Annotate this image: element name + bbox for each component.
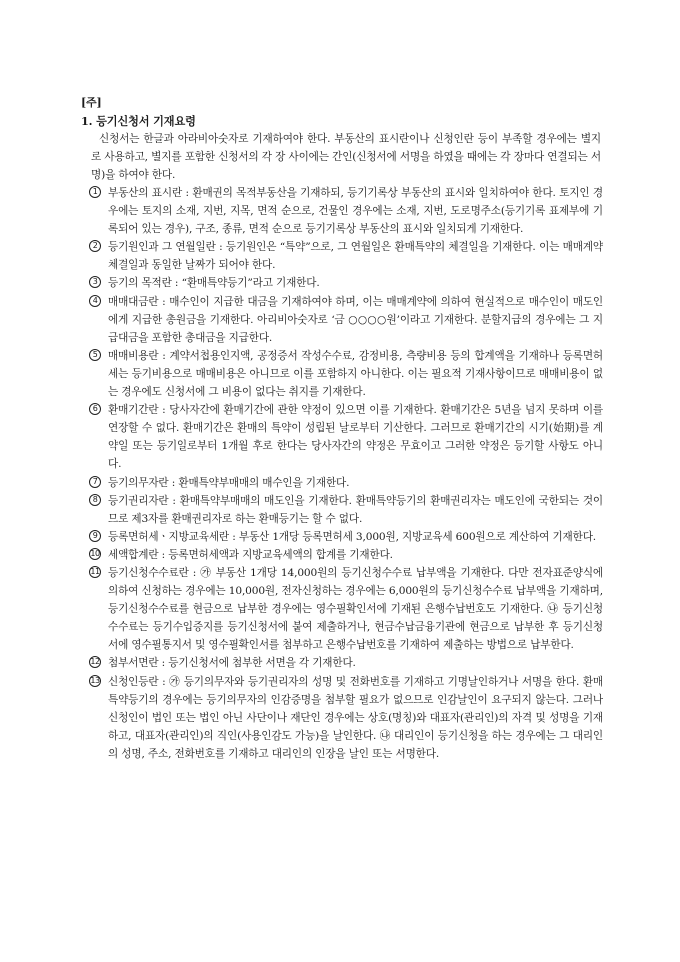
list-item-text: 등록면허세ㆍ지방교육세란 : 부동산 1개당 등록면허세 3,000원, 지방교육세 600원으로 계산하여 기재한다.: [108, 530, 597, 543]
list-item-text: 환매기간란 : 당사자간에 환매기간에 관한 약정이 있으면 이를 기재한다. 환매기간은 5년을 넘지 못하며 이를 연장할 수 없다. 환매기간은 환매의 특약이 성립된 날로부터 기산한다. 그러므로 환매기간의 시기(始期)를 계약일 또는 등기일로부터 1개월 후로 한다는 당사자간의 약정은 무효이고 그러한 약정은 등기할 사항도 아니다.: [108, 404, 603, 471]
list-item: [89, 293, 603, 347]
list-item-text: 세액합계란 : 등록면허세액과 지방교육세액의 합계를 기재한다.: [108, 548, 393, 561]
circled-number: 1: [89, 186, 101, 198]
list-item: [89, 401, 603, 473]
list-item: [89, 274, 603, 292]
list-item: [89, 546, 603, 564]
list-item: [89, 492, 603, 528]
list-item: [89, 528, 603, 546]
section-heading: 1. 등기신청서 기재요령: [81, 114, 196, 128]
circled-number: 8: [89, 494, 101, 506]
list-item-text: 등기의 목적란 : “환매특약등기”라고 기재한다.: [108, 277, 320, 290]
list-item: [89, 238, 603, 274]
list-item-text: 매매대금란 : 매수인이 지급한 대금을 기재하여야 하며, 이는 매매계약에 의하여 현실적으로 매수인이 매도인에게 지급한 총원금을 기재한다. 아리비아숫자로 ‘금 ○○○○원’이라고 기재한다. 분할지급의 경우에는 그 지급대금을 포함한 총대금을 지급한다.: [108, 295, 603, 344]
circled-number: 7: [89, 476, 101, 488]
list-item: [89, 347, 603, 401]
list-item-text: 등기의무자란 : 환매특약부매매의 매수인을 기재한다.: [108, 476, 350, 489]
intro-paragraph: 신청서는 한글과 아라비아숫자로 기재하여야 한다. 부동산의 표시란이나 신청인란 등이 부족할 경우에는 별지로 사용하고, 별지를 포함한 신청서의 각 장 사이에는 간인(신청서에 서명을 하였을 때에는 각 장마다 연결되는 서명)을 하여야 한다.: [91, 133, 601, 182]
list-item-text: 매매비용란 : 계약서첩용인지액, 공정증서 작성수수료, 감정비용, 측량비용 등의 합계액을 기재하나 등록면허세는 등기비용으로 매매비용은 아니므로 이를 포함하지 아니한다. 이는 필요적 기재사항이므로 매매비용이 없는 경우에도 신청서에 그 비용이 없다는 취지를 기재한다.: [108, 349, 603, 399]
circled-number: 12: [90, 657, 100, 667]
list-item: [89, 673, 603, 763]
list-item: [89, 474, 603, 492]
list-item-text: 신청인등란 : ㉮ 등기의무자와 등기권리자의 성명 및 전화번호를 기재하고 기명날인하거나 서명을 한다. 환매특약등기의 경우에는 등기의무자의 인감증명을 첨부할 필요가 없으므로 인감날인이 요구되지 않는다. 그러나 신청인이 법인 또는 법인 아닌 사단이나 재단인 경우에는 상호(명칭)와 대표자(관리인)의 자격 및 성명을 기재하고, 대표자(관리인)의 직인(사용인감도 가능)을 날인한다. ㉯ 대리인이 등기신청을 하는 경우에는 그 대리인의 성명, 주소, 전화번호를 기재하고 대리인의 인장을 날인 또는 서명한다.: [108, 675, 603, 760]
circled-number: 5: [89, 349, 101, 361]
list-item-text: 첨부서면란 : 등기신청서에 첨부한 서면을 각 기재한다.: [108, 657, 356, 670]
list-item-text: 등기권리자란 : 환매특약부매매의 매도인을 기재한다. 환매특약등기의 환매권리자는 매도인에 국한되는 것이므로 제3자를 환매권리자로 하는 환매등기는 할 수 없다.: [108, 494, 603, 525]
list-item: [89, 184, 603, 238]
circled-number: 9: [89, 530, 101, 542]
circled-number: 3: [89, 276, 101, 288]
list-item-text: 등기신청수수료란 : ㉮ 부동산 1개당 14,000원의 등기신청수수료 납부액을 기재한다. 다만 전자표준양식에 의하여 신청하는 경우에는 10,000원, 전자신청하는 경우에는 6,000원의 등기신청수수료 납부액을 기재하며, 등기신청수수료를 현금으로 납부한 경우에는 영수필확인서에 기재된 은행수납번호도 기재한다. ㉯ 등기신청수수료는 등기수입증지를 등기신청서에 붙여 제출하거나, 현금수납금융기관에 현금으로 납부한 후 등기신청서에 영수필통지서 및 영수필확인서를 첨부하고 은행수납번호를 기재하여 제출하는 방법으로 납부한다.: [108, 566, 603, 652]
list-item-text: 등기원인과 그 연월일란 : 등기원인은 “특약”으로, 그 연월일은 환매특약의 체결일을 기재한다. 이는 매매계약체결일과 동일한 날짜가 되어야 한다.: [108, 241, 603, 272]
circled-number: 6: [89, 403, 101, 415]
instruction-list: [89, 184, 603, 763]
list-item: [89, 564, 603, 654]
circled-number: 11: [90, 566, 100, 576]
circled-number: 10: [90, 548, 100, 558]
list-item-text: 부동산의 표시란 : 환매권의 목적부동산을 기재하되, 등기기록상 부동산의 표시와 일치하여야 한다. 토지인 경우에는 토지의 소재, 지번, 지목, 면적 순으로, 건물인 경우에는 소재, 지번, 도로명주소(등기기록 표제부에 기록되어 있는 경우), 구조, 종류, 면적 순으로 등기기록상 부동산의 표시와 일치되게 기재한다.: [108, 187, 603, 236]
list-item: [89, 654, 603, 672]
circled-number: 13: [90, 675, 100, 685]
circled-number: 4: [89, 295, 101, 307]
circled-number: 2: [89, 240, 101, 252]
note-label: [주]: [81, 96, 102, 109]
